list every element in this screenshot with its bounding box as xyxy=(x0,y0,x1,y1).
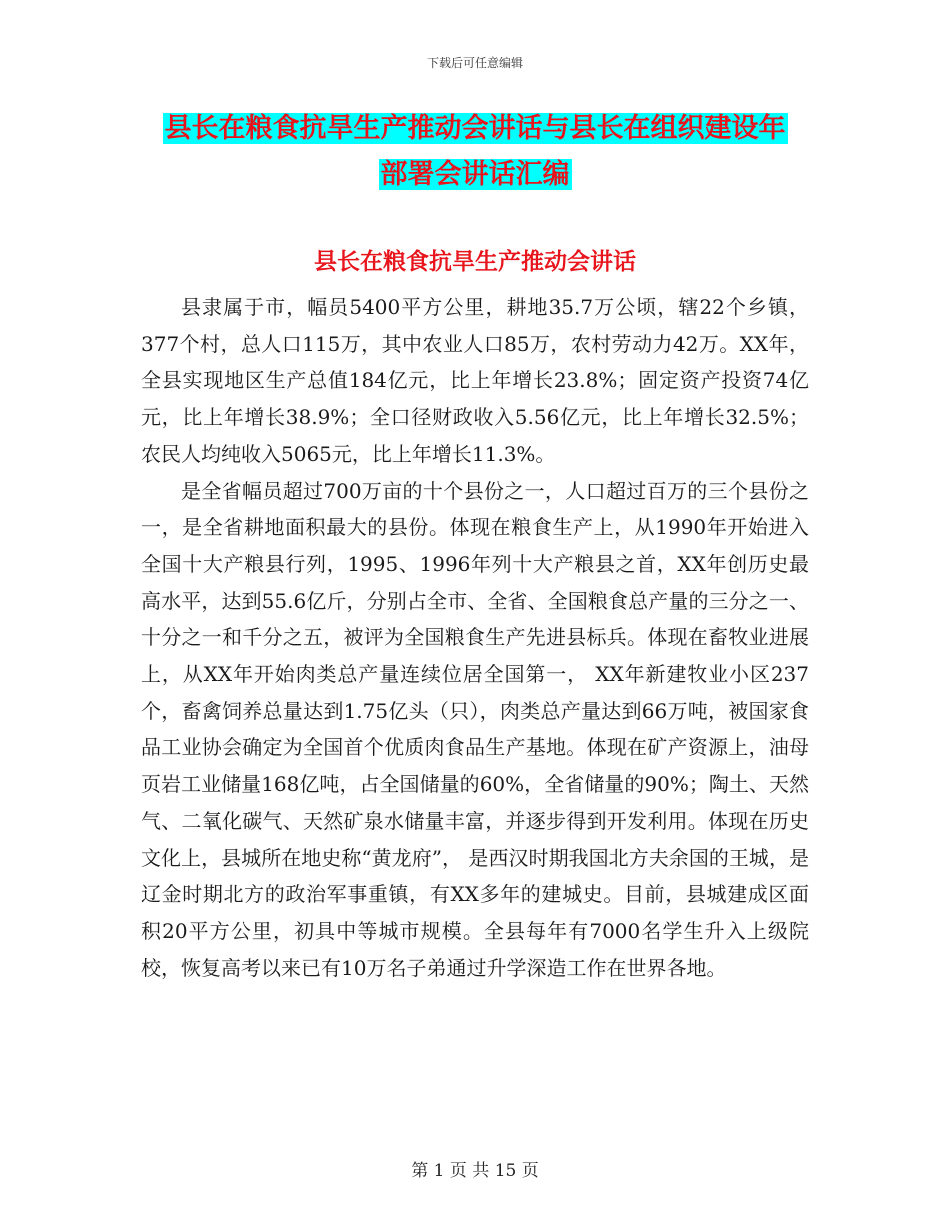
header-note: 下载后可任意编辑 xyxy=(426,56,523,70)
body-text xyxy=(141,289,809,986)
document-title-line-1: 县长在粮食抗旱生产推动会讲话与县长在组织建设年 xyxy=(164,113,786,144)
paragraph-2: 是全省幅员超过700万亩的十个县份之一，人口超过百万的三个县份之一，是全省耕地面积最大的县份。体现在粮食生产上，从1990年开始进入全国十大产粮县行列，1995、1996年列十大产粮县之首，XX年创历史最高水平，达到55.6亿斤，分别占全市、全省、全国粮食总产量的三分之一、十分之一和千分之五，被评为全国粮食生产先进县标兵。体现在畜牧业进展上，从XX年开始肉类总产量连续位居全国第一， XX年新建牧业小区237个，畜禽饲养总量达到1.75亿头（只），肉类总产量达到66万吨，被国家食品工业协会确定为全国首个优质肉食品生产基地。体现在矿产资源上，油母页岩工业储量168亿吨，占全国储量的60%，全省储量的90%；陶土、天然气、二氧化碳气、天然矿泉水储量丰富，并逐步得到开发利用。体现在历史文化上，县城所在地史称“黄龙府”， 是西汉时期我国北方夫余国的王城，是辽金时期北方的政治军事重镇，有XX多年的建城史。目前，县城建成区面积20平方公里，初具中等城市规模。全县每年有7000名学生升入上级院校，恢复高考以来已有10万名子弟通过升学深造工作在世界各地。 xyxy=(141,478,809,980)
paragraph-1: 县隶属于市，幅员5400平方公里，耕地35.7万公顷，辖22个乡镇，377个村，总人口115万，其中农业人口85万，农村劳动力42万。XX年，全县实现地区生产总值184亿元，比上年增长23.8%；固定资产投资74亿元，比上年增长38.9%；全口径财政收入5.56亿元，比上年增长32.5%；农民人均纯收入5065元，比上年增长11.3%。 xyxy=(141,295,809,466)
page-footer: 第 1 页 共 15 页 xyxy=(411,1161,539,1181)
document-title xyxy=(0,106,950,198)
section-title: 县长在粮食抗旱生产推动会讲话 xyxy=(314,249,636,275)
document-title-line-2: 部署会讲话汇编 xyxy=(380,159,570,190)
